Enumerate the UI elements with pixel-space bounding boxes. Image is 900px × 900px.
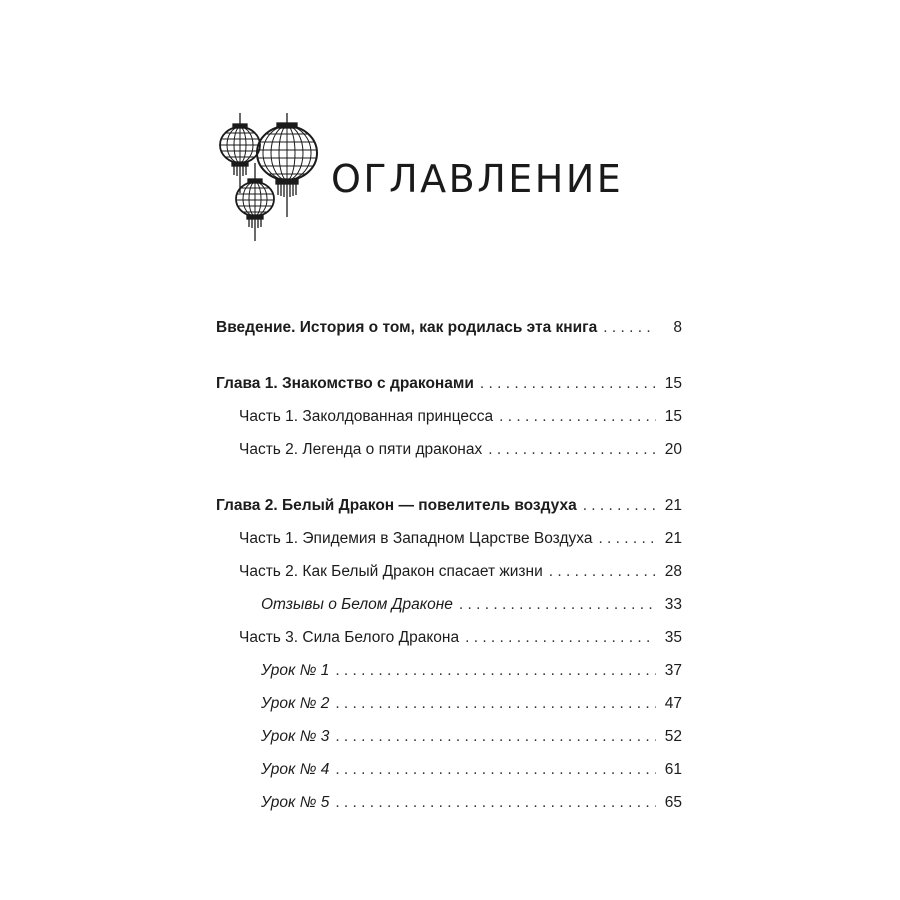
toc-entry-title: Часть 2. Как Белый Дракон спасает жизни <box>239 563 543 580</box>
table-of-contents <box>216 318 682 826</box>
toc-leader-dots <box>335 694 656 714</box>
toc-leader-dots <box>335 727 656 747</box>
toc-entry-page: 28 <box>664 563 682 580</box>
toc-leader-dots <box>335 793 656 813</box>
toc-entry <box>216 793 682 826</box>
toc-entry <box>216 374 682 407</box>
toc-entry-title: Отзывы о Белом Драконе <box>261 596 453 613</box>
toc-entry <box>216 661 682 694</box>
toc-leader-dots <box>603 318 656 338</box>
lanterns-icon <box>213 113 323 243</box>
toc-entry <box>216 727 682 760</box>
toc-entry-title: Урок № 4 <box>261 761 330 778</box>
toc-entry-page: 20 <box>664 441 682 458</box>
toc-leader-dots <box>598 529 656 549</box>
toc-entry-page: 15 <box>664 375 682 392</box>
toc-leader-dots <box>499 407 656 427</box>
toc-entry-title: Урок № 3 <box>261 728 330 745</box>
toc-leader-dots <box>459 595 656 615</box>
toc-entry <box>216 440 682 473</box>
toc-entry <box>216 529 682 562</box>
toc-entry-page: 33 <box>664 596 682 613</box>
toc-entry-title: Часть 1. Заколдованная принцесса <box>239 408 494 425</box>
toc-entry-title: Урок № 5 <box>261 794 330 811</box>
toc-entry-page: 65 <box>664 794 682 811</box>
toc-entry-page: 35 <box>664 629 682 646</box>
toc-entry <box>216 694 682 727</box>
toc-entry-title: Глава 1. Знакомство с драконами <box>216 375 474 392</box>
toc-leader-dots <box>488 440 656 460</box>
toc-entry <box>216 407 682 440</box>
toc-entry-page: 47 <box>664 695 682 712</box>
toc-entry <box>216 760 682 793</box>
toc-leader-dots <box>583 496 656 516</box>
toc-entry-page: 8 <box>673 319 682 336</box>
toc-entry <box>216 496 682 529</box>
toc-entry-page: 52 <box>664 728 682 745</box>
toc-entry-title: Часть 1. Эпидемия в Западном Царстве Воздуха <box>239 530 593 547</box>
toc-entry <box>216 595 682 628</box>
toc-entry-page: 37 <box>664 662 682 679</box>
toc-leader-dots <box>549 562 656 582</box>
toc-header <box>213 113 673 243</box>
toc-entry <box>216 628 682 661</box>
toc-entry-title: Часть 2. Легенда о пяти драконах <box>239 441 483 458</box>
page-title: ОГЛАВЛЕНИЕ <box>331 157 624 201</box>
toc-entry-page: 15 <box>664 408 682 425</box>
toc-leader-dots <box>480 374 656 394</box>
toc-entry <box>216 318 682 351</box>
toc-entry-title: Глава 2. Белый Дракон — повелитель воздуха <box>216 497 577 514</box>
toc-entry-title: Часть 3. Сила Белого Дракона <box>239 629 460 646</box>
toc-leader-dots <box>465 628 656 648</box>
toc-entry-title: Урок № 1 <box>261 662 330 679</box>
toc-leader-dots <box>335 760 656 780</box>
toc-entry-page: 21 <box>664 530 682 547</box>
toc-entry-title: Введение. История о том, как родилась эта книга <box>216 319 598 336</box>
toc-entry-title: Урок № 2 <box>261 695 330 712</box>
toc-entry-page: 21 <box>664 497 682 514</box>
toc-entry <box>216 562 682 595</box>
toc-entry-page: 61 <box>664 761 682 778</box>
toc-leader-dots <box>335 661 656 681</box>
